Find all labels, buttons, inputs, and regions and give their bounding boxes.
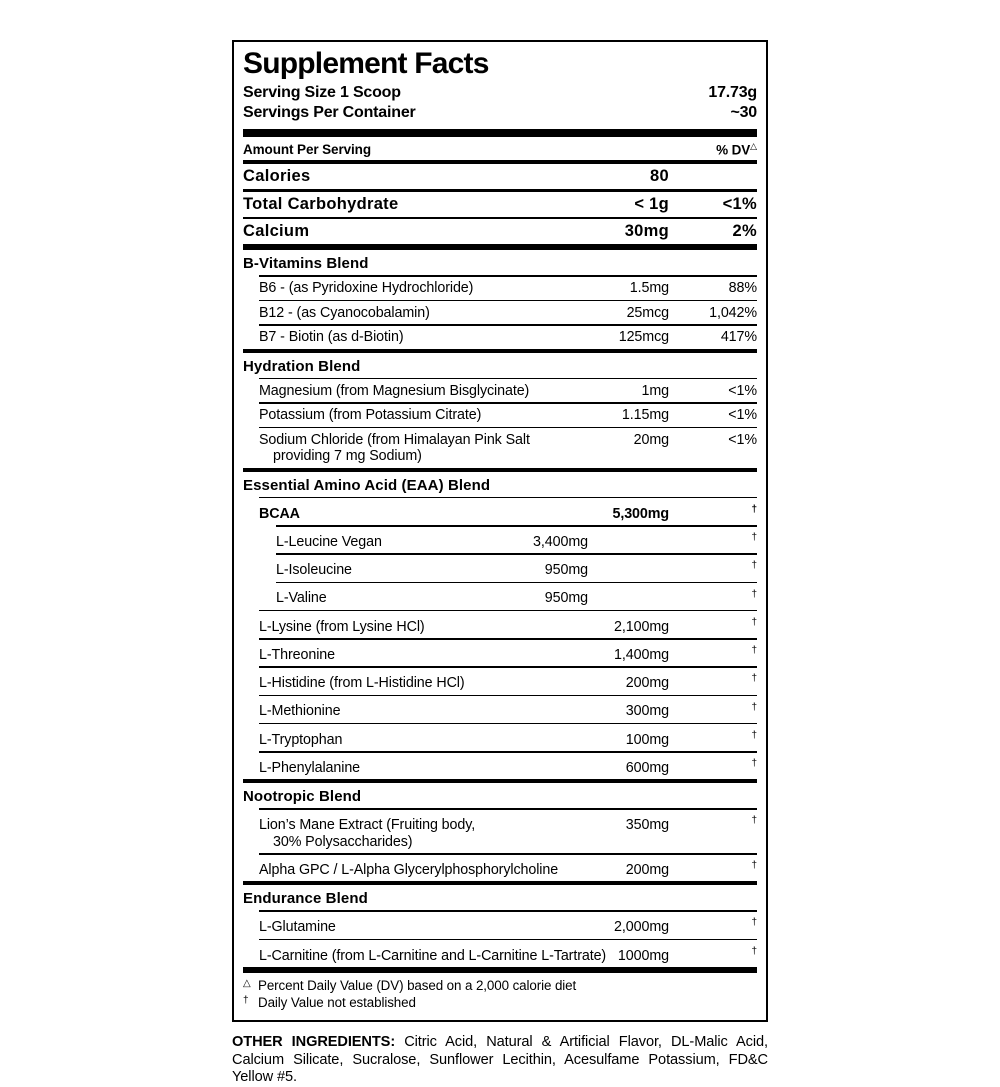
dagger-mark: † bbox=[751, 503, 757, 515]
footnote bbox=[243, 978, 757, 995]
ingredient-dv: <1% bbox=[728, 382, 757, 399]
ingredient-row bbox=[243, 853, 757, 881]
ingredient-row-line bbox=[243, 583, 757, 610]
ingredient-name bbox=[259, 732, 626, 749]
footnote-mark: † bbox=[243, 994, 249, 1006]
page bbox=[0, 40, 1000, 1086]
ingredient-dv: 1,042% bbox=[709, 304, 757, 321]
ingredient-row-line bbox=[243, 912, 757, 939]
ingredient-dv: <1% bbox=[728, 407, 757, 424]
ingredient-name-line1: L-Phenylalanine bbox=[259, 759, 361, 776]
ingredient-name-line1: Potassium (from Potassium Citrate) bbox=[259, 407, 482, 424]
ingredient-name bbox=[259, 817, 626, 850]
blend-section-header: Endurance Blend bbox=[243, 890, 368, 908]
macro-row bbox=[243, 219, 757, 244]
ingredient-row bbox=[243, 553, 757, 581]
ingredient-amount: 2,000mg bbox=[614, 919, 669, 936]
ingredient-row-line bbox=[243, 810, 757, 853]
ingredient-name-line2: 30% Polysaccharides) bbox=[273, 833, 413, 850]
ingredient-name-line1: L-Leucine Vegan bbox=[276, 533, 382, 550]
macro-name: Calories bbox=[243, 167, 311, 186]
ingredient-name-line1: Lion’s Mane Extract (Fruiting body, bbox=[259, 817, 476, 834]
serving-size-label: Serving Size 1 Scoop bbox=[243, 83, 401, 101]
ingredient-dv: 417% bbox=[720, 329, 757, 346]
ingredient-amount: 1.5mg bbox=[629, 280, 669, 297]
ingredient-amount: 300mg bbox=[625, 703, 669, 720]
macro-dv: <1% bbox=[722, 194, 757, 213]
footnote-mark: △ bbox=[243, 978, 251, 990]
other-ingredients-label: OTHER INGREDIENTS: bbox=[232, 1034, 396, 1051]
ingredient-name bbox=[259, 305, 627, 322]
dagger-mark: † bbox=[751, 758, 757, 770]
ingredient-dv bbox=[669, 858, 757, 878]
ingredient-row bbox=[243, 582, 757, 610]
macro-amount: 80 bbox=[650, 167, 669, 186]
thick-rule bbox=[243, 129, 757, 137]
ingredient-row-line bbox=[243, 404, 757, 427]
blend-section-header: B-Vitamins Blend bbox=[243, 255, 369, 273]
footnote-text: Daily Value not established bbox=[258, 994, 416, 1010]
ingredient-name-line1: B6 - (as Pyridoxine Hydrochloride) bbox=[259, 280, 474, 297]
footnote bbox=[243, 995, 757, 1012]
ingredient-row bbox=[243, 666, 757, 694]
ingredient-row bbox=[243, 910, 757, 938]
ingredient-dv: <1% bbox=[728, 431, 757, 448]
ingredient-row-line bbox=[243, 696, 757, 723]
dagger-mark: † bbox=[751, 645, 757, 657]
ingredient-row bbox=[243, 723, 757, 751]
ingredient-amount: 1.15mg bbox=[621, 407, 669, 424]
ingredient-amount: 1,400mg bbox=[614, 646, 669, 663]
ingredient-dv bbox=[669, 813, 757, 833]
servings-per-container-label: Servings Per Container bbox=[243, 104, 416, 122]
servings-per-container-row bbox=[243, 103, 757, 124]
ingredient-amount: 2,100mg bbox=[614, 618, 669, 635]
ingredient-name bbox=[259, 760, 626, 777]
ingredient-row bbox=[243, 939, 757, 967]
ingredient-row bbox=[243, 275, 757, 300]
ingredient-row bbox=[243, 378, 757, 403]
ingredient-row-line bbox=[243, 326, 757, 349]
dagger-mark: † bbox=[751, 917, 757, 929]
ingredient-name bbox=[259, 919, 614, 936]
blend-section-header: Hydration Blend bbox=[243, 357, 361, 375]
ingredient-name-line1: Alpha GPC / L-Alpha Glycerylphosphorylcholine bbox=[259, 861, 559, 878]
ingredient-row-line bbox=[243, 301, 757, 324]
ingredient-name-line2: providing 7 mg Sodium) bbox=[273, 448, 422, 465]
servings-per-container-value: ~30 bbox=[730, 104, 757, 122]
ingredient-dv bbox=[669, 671, 757, 691]
ingredient-dv bbox=[669, 530, 757, 550]
ingredient-row bbox=[243, 497, 757, 525]
ingredient-amount: 100mg bbox=[625, 731, 669, 748]
ingredient-name-line1: L-Glutamine bbox=[259, 919, 336, 936]
ingredient-amount: 20mg bbox=[633, 431, 669, 448]
ingredient-name-line1: Magnesium (from Magnesium Bisglycinate) bbox=[259, 382, 530, 399]
ingredient-dv bbox=[669, 587, 757, 607]
other-ingredients bbox=[232, 1034, 768, 1087]
ingredient-name bbox=[259, 675, 626, 692]
dagger-mark: † bbox=[751, 532, 757, 544]
serving-size-row bbox=[243, 83, 757, 104]
macro-row bbox=[243, 164, 757, 189]
macro-row bbox=[243, 192, 757, 217]
ingredient-dv bbox=[669, 558, 757, 578]
ingredient-amount: 350mg bbox=[625, 817, 669, 834]
ingredient-amount: 200mg bbox=[625, 675, 669, 692]
ingredient-name bbox=[259, 506, 612, 523]
panel-title: Supplement Facts bbox=[243, 47, 489, 80]
ingredient-row-line bbox=[243, 379, 757, 402]
ingredient-row bbox=[243, 427, 757, 468]
ingredient-dv bbox=[669, 502, 757, 522]
macro-dv: 2% bbox=[732, 222, 757, 241]
dagger-mark: † bbox=[751, 673, 757, 685]
ingredient-row-line bbox=[243, 668, 757, 695]
ingredient-row-line bbox=[243, 527, 757, 554]
ingredient-row bbox=[243, 695, 757, 723]
ingredient-name-line1: L-Lysine (from Lysine HCl) bbox=[259, 618, 425, 635]
ingredient-name-line1: L-Tryptophan bbox=[259, 731, 343, 748]
macro-name: Calcium bbox=[243, 222, 310, 241]
ingredient-amount: 125mcg bbox=[618, 329, 669, 346]
ingredient-row-line bbox=[243, 611, 757, 638]
ingredient-name-line1: L-Methionine bbox=[259, 703, 341, 720]
dagger-mark: † bbox=[751, 729, 757, 741]
amount-per-serving-header: Amount Per Serving bbox=[243, 142, 371, 158]
ingredient-name bbox=[259, 862, 626, 879]
ingredient-dv bbox=[669, 700, 757, 720]
ingredient-name-line1: B7 - Biotin (as d-Biotin) bbox=[259, 329, 404, 346]
ingredient-dv bbox=[669, 615, 757, 635]
dagger-mark: † bbox=[751, 945, 757, 957]
ingredient-name-line1: Sodium Chloride (from Himalayan Pink Salt bbox=[259, 431, 530, 448]
ingredient-name bbox=[276, 590, 545, 607]
ingredient-row-line bbox=[243, 855, 757, 882]
macro-name: Total Carbohydrate bbox=[243, 194, 399, 213]
ingredient-row-line bbox=[243, 498, 757, 525]
ingredient-amount: 950mg bbox=[544, 590, 588, 607]
dagger-mark: † bbox=[751, 815, 757, 827]
ingredient-amount: 1mg bbox=[641, 382, 669, 399]
ingredient-row-line bbox=[243, 428, 757, 468]
macro-rows bbox=[243, 164, 757, 244]
ingredient-row-line bbox=[243, 555, 757, 582]
dagger-mark: † bbox=[751, 616, 757, 628]
serving-size-value: 17.73g bbox=[708, 83, 757, 101]
ingredient-name-line1: L-Histidine (from L-Histidine HCl) bbox=[259, 675, 465, 692]
ingredient-name-line1: L-Valine bbox=[276, 590, 327, 607]
ingredient-row-line bbox=[243, 277, 757, 300]
ingredient-name-line1: L-Isoleucine bbox=[276, 562, 352, 579]
ingredient-row-line bbox=[243, 940, 757, 967]
ingredient-row bbox=[243, 638, 757, 666]
dagger-mark: † bbox=[751, 588, 757, 600]
dv-header-mark: △ bbox=[750, 140, 757, 151]
ingredient-amount: 3,400mg bbox=[533, 533, 588, 550]
dagger-mark: † bbox=[751, 860, 757, 872]
ingredient-row bbox=[243, 300, 757, 325]
column-header-row bbox=[243, 137, 757, 161]
ingredient-name bbox=[276, 534, 533, 551]
ingredient-row bbox=[243, 402, 757, 427]
ingredient-name bbox=[259, 619, 614, 636]
blend-sections bbox=[243, 250, 757, 967]
percent-dv-header: % DV△ bbox=[716, 140, 757, 158]
other-ingredients-text: Citric Acid, Natural & Artificial Flavor, DL-Malic Acid, Calcium Silicate, Sucralose, Sunflower Lecithin, Acesulfame Potassium, FD&C Yellow #5. bbox=[232, 1034, 768, 1086]
ingredient-row-line bbox=[243, 640, 757, 667]
ingredient-name-line1: L-Carnitine (from L-Carnitine and L-Carnitine L-Tartrate) bbox=[259, 947, 607, 964]
ingredient-dv bbox=[669, 756, 757, 776]
ingredient-amount: 25mcg bbox=[626, 304, 669, 321]
ingredient-row bbox=[243, 525, 757, 553]
dagger-mark: † bbox=[751, 560, 757, 572]
ingredient-name-line1: BCAA bbox=[259, 505, 300, 522]
ingredient-name-line1: B12 - (as Cyanocobalamin) bbox=[259, 304, 430, 321]
ingredient-row bbox=[243, 751, 757, 779]
ingredient-dv bbox=[669, 728, 757, 748]
ingredient-name bbox=[259, 329, 619, 346]
ingredient-amount: 1000mg bbox=[617, 947, 669, 964]
ingredient-name-line1: L-Threonine bbox=[259, 646, 335, 663]
ingredient-amount: 950mg bbox=[544, 562, 588, 579]
footnotes bbox=[243, 973, 757, 1013]
blend-section-header: Nootropic Blend bbox=[243, 788, 362, 806]
supplement-facts-panel bbox=[232, 40, 768, 1022]
ingredient-name bbox=[259, 280, 630, 297]
ingredient-amount: 600mg bbox=[625, 759, 669, 776]
ingredient-name bbox=[259, 432, 634, 465]
ingredient-dv bbox=[669, 915, 757, 935]
ingredient-row bbox=[243, 610, 757, 638]
ingredient-name bbox=[259, 948, 618, 965]
ingredient-row bbox=[243, 324, 757, 349]
ingredient-dv bbox=[669, 944, 757, 964]
dagger-mark: † bbox=[751, 701, 757, 713]
ingredient-row-line bbox=[243, 753, 757, 780]
footnote-text: Percent Daily Value (DV) based on a 2,000 calorie diet bbox=[258, 978, 577, 994]
ingredient-name bbox=[276, 562, 545, 579]
macro-amount: 30mg bbox=[624, 222, 669, 241]
ingredient-row bbox=[243, 808, 757, 853]
ingredient-dv bbox=[669, 643, 757, 663]
ingredient-name bbox=[259, 383, 641, 400]
ingredient-name bbox=[259, 703, 626, 720]
ingredient-name bbox=[259, 407, 622, 424]
ingredient-amount: 200mg bbox=[625, 861, 669, 878]
ingredient-name bbox=[259, 647, 614, 664]
macro-amount: < 1g bbox=[634, 194, 669, 213]
blend-section-header: Essential Amino Acid (EAA) Blend bbox=[243, 476, 491, 494]
ingredient-dv: 88% bbox=[728, 280, 757, 297]
ingredient-amount: 5,300mg bbox=[612, 505, 669, 522]
ingredient-row-line bbox=[243, 724, 757, 751]
